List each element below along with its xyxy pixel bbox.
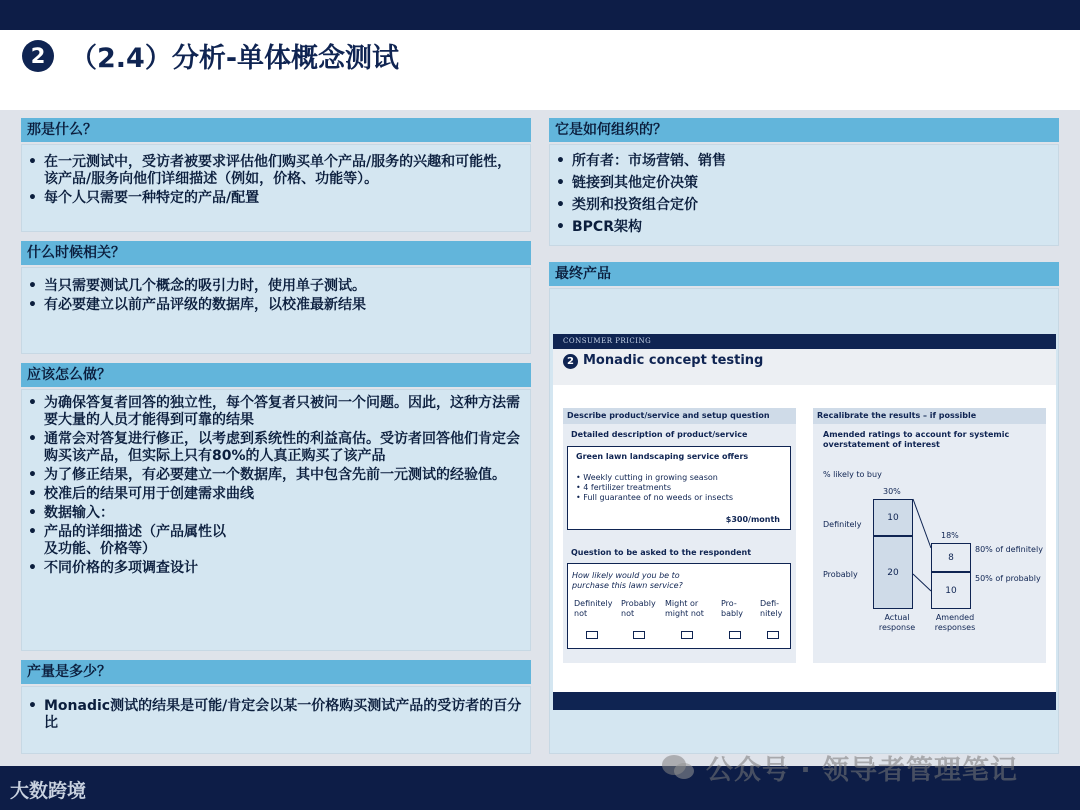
response-checkbox: [586, 631, 598, 639]
section-header-how: 应该怎么做？: [21, 363, 531, 387]
option-label: Probably not: [621, 599, 656, 618]
list-item: • Monadic测试的结果是可能/肯定会以某一价格购买测试产品的受访者的百分比: [22, 698, 524, 732]
option-label: Definitely not: [574, 599, 613, 618]
list-item: • 有必要建立以前产品评级的数据库，以校准最新结果: [22, 297, 524, 314]
section-body-how: [21, 389, 531, 651]
option-label: Might or might not: [665, 599, 704, 618]
list-item: • 通常会对答复进行修正，以考虑到系统性的利益高估。受访者回答他们肯定会购买该产品，但实际上只有80%的人真正购买了该产品: [22, 431, 520, 465]
annotation-probably: 50% of probably: [975, 574, 1041, 583]
list-item: • 为了修正结果，有必要建立一个数据库，其中包含先前一元测试的经验值。: [22, 467, 520, 484]
bar-segment: 10: [931, 572, 971, 609]
page-title: （2.4）分析-单体概念测试: [70, 43, 400, 74]
section-header-when: 什么时候相关？: [21, 241, 531, 265]
section-body-org: [549, 144, 1059, 246]
slide-top-label: CONSUMER PRICING: [553, 334, 1056, 349]
bar-total-label: 18%: [941, 531, 959, 540]
watermark: 公众号 · 领导者管理笔记: [706, 755, 1019, 786]
category-label: Amended responses: [934, 613, 976, 632]
bar-total-label: 30%: [883, 487, 901, 496]
setup-panel: [563, 408, 796, 663]
response-checkbox: [767, 631, 779, 639]
axis-label: % likely to buy: [823, 470, 882, 479]
offer-price: $300/month: [725, 515, 780, 524]
section-header-output: 产量是多少？: [21, 660, 531, 684]
section-header-what: 那是什么？: [21, 118, 531, 142]
response-checkbox: [681, 631, 693, 639]
list-item: • 不同价格的多项调查设计: [22, 560, 520, 577]
section-header-final: 最终产品: [549, 262, 1059, 286]
slide-footer-bar: [553, 692, 1056, 710]
offer-title: Green lawn landscaping service offers: [576, 452, 749, 461]
output-list: [22, 698, 524, 732]
row-label-definitely: Definitely: [823, 520, 862, 529]
slide-title: Monadic concept testing: [583, 353, 764, 368]
description-label: Detailed description of product/service: [571, 430, 748, 439]
section-header-org: 它是如何组织的？: [549, 118, 1059, 142]
option-label: Pro- bably: [721, 599, 744, 618]
offer-box: [567, 446, 791, 530]
bar-segment: 10: [873, 499, 913, 536]
question-box: [567, 563, 791, 649]
connector-line: [913, 499, 931, 548]
top-bar: [0, 0, 1080, 30]
list-item: • 数据输入：: [22, 505, 520, 522]
recalibrate-description: Amended ratings to account for systemic overstatement of interest: [823, 430, 1010, 449]
wechat-icon: [660, 753, 696, 781]
brand-logo: 大数跨境: [10, 780, 87, 802]
slide-number-badge: 2: [563, 354, 578, 369]
offer-item: • Weekly cutting in growing season: [576, 473, 718, 482]
row-label-probably: Probably: [823, 570, 858, 579]
list-item: • 当只需要测试几个概念的吸引力时，使用单子测试。: [22, 278, 524, 295]
response-checkbox: [633, 631, 645, 639]
annotation-definitely: 80% of definitely: [975, 545, 1043, 554]
section-body-when: [21, 267, 531, 354]
setup-panel-header: Describe product/service and setup question: [563, 408, 796, 424]
list-item: • BPCR架构: [550, 219, 1058, 236]
option-label: Defi- nitely: [760, 599, 783, 618]
recalibrate-panel: [813, 408, 1046, 663]
recalibrate-panel-header: Recalibrate the results – if possible: [813, 408, 1046, 424]
offer-item: • Full guarantee of no weeds or insects: [576, 493, 734, 502]
list-item: • 产品的详细描述（产品属性以及功能、价格等）: [22, 524, 232, 558]
list-item: • 在一元测试中，受访者被要求评估他们购买单个产品/服务的兴趣和可能性，该产品/服务向他们详细描述（例如，价格、功能等）。: [22, 154, 524, 188]
list-item: • 所有者：市场营销、销售: [550, 153, 1058, 170]
bar-segment: 8: [931, 543, 971, 572]
section-body-output: [21, 686, 531, 754]
org-list: [550, 153, 1058, 236]
how-list: [22, 395, 520, 577]
when-list: [22, 278, 524, 314]
question-label: Question to be asked to the respondent: [571, 548, 752, 557]
list-item: • 校准后的结果可用于创建需求曲线: [22, 486, 520, 503]
section-body-what: [21, 144, 531, 232]
connector-line: [913, 574, 931, 591]
response-checkbox: [729, 631, 741, 639]
section-number-badge: 2: [22, 40, 54, 72]
question-text: How likely would you be to purchase this lawn service?: [572, 571, 683, 590]
list-item: • 为确保答复者回答的独立性，每个答复者只被问一个问题。因此，这种方法需要大量的人员才能得到可靠的结果: [22, 395, 520, 429]
list-item: • 链接到其他定价决策: [550, 175, 1058, 192]
what-list: [22, 154, 524, 207]
category-label: Actual response: [878, 613, 916, 632]
list-item: • 每个人只需要一种特定的产品/配置: [22, 190, 524, 207]
bar-segment: 20: [873, 536, 913, 609]
offer-item: • 4 fertilizer treatments: [576, 483, 671, 492]
list-item: • 类别和投资组合定价: [550, 197, 1058, 214]
embedded-slide: [553, 334, 1056, 710]
